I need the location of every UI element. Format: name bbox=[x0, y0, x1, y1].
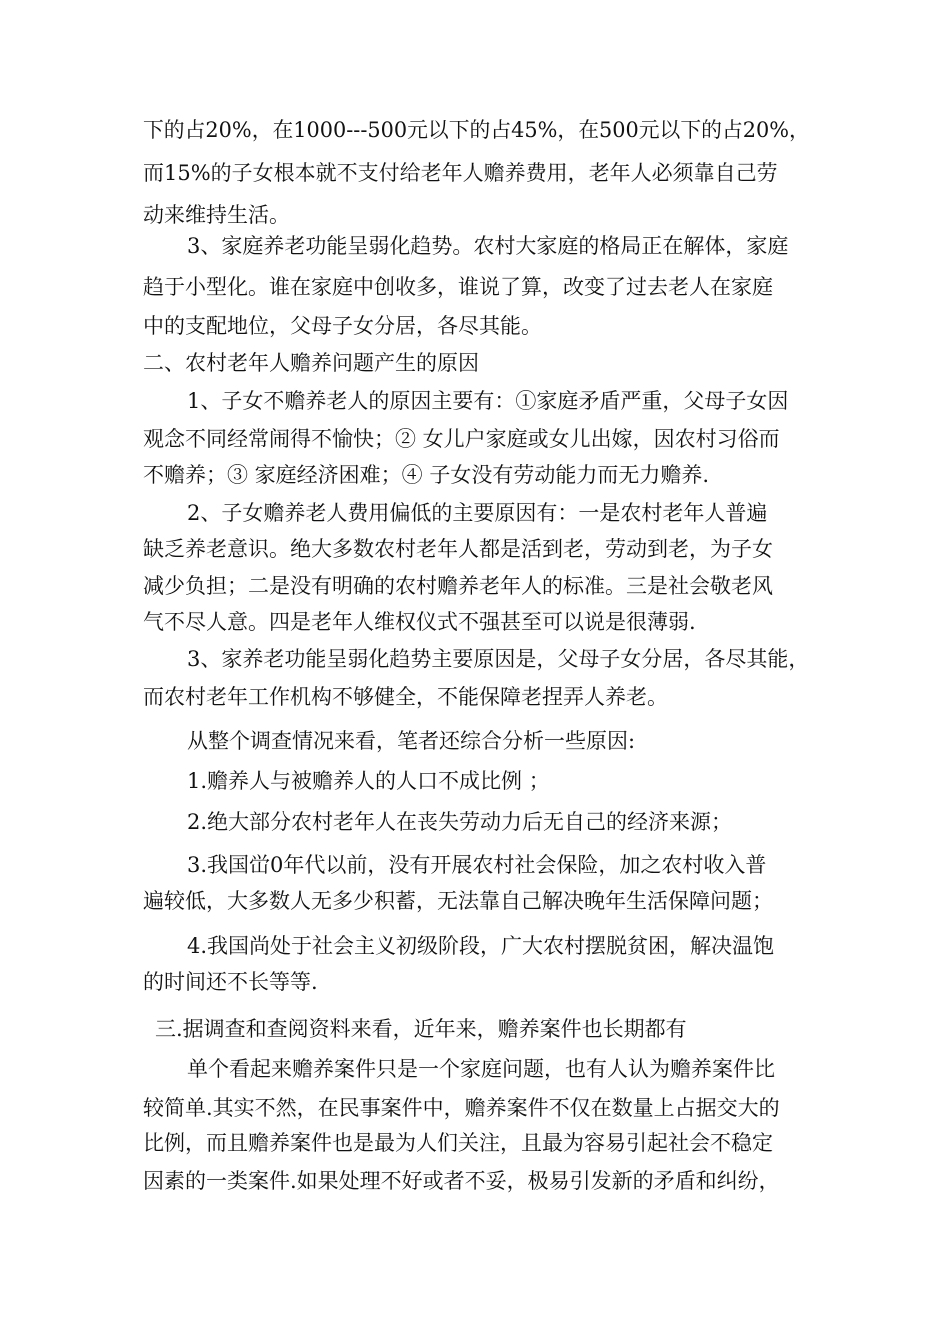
text-line: 中的支配地位，父母子女分居，各尽其能。 bbox=[143, 314, 542, 338]
text-line: 因素的一类案件.如果处理不好或者不妥，极易引发新的矛盾和纠纷， bbox=[143, 1169, 780, 1193]
text-line: 动来维持生活。 bbox=[143, 203, 290, 227]
list-item: 1.赡养人与被赡养人的人口不成比例 ； bbox=[187, 769, 550, 793]
text-line: 单个看起来赡养案件只是一个家庭问题，也有人认为赡养案件比 bbox=[187, 1057, 775, 1081]
text-line: 从整个调查情况来看，笔者还综合分析一些原因: bbox=[187, 729, 636, 753]
text-line: 的时间还不长等等. bbox=[143, 970, 318, 994]
text-line: 3、家庭养老功能呈弱化趋势。农村大家庭的格局正在解体，家庭 bbox=[187, 234, 789, 258]
text-line: 不赡养；③ 家庭经济困难；④ 子女没有劳动能力而无力赡养. bbox=[143, 463, 710, 487]
text-line: 下的占20%，在1000---500元以下的占45%，在500元以下的占20%， bbox=[143, 118, 810, 142]
text-line: 较简单.其实不然，在民事案件中，赡养案件不仅在数量上占据交大的 bbox=[143, 1096, 780, 1120]
text-line: 观念不同经常闹得不愉快；② 女儿户家庭或女儿出嫁，因农村习俗而 bbox=[143, 427, 780, 451]
text-line: 遍较低，大多数人无多少积蓄，无法靠自己解决晚年生活保障问题； bbox=[143, 889, 773, 913]
text-line: 2、子女赡养老人费用偏低的主要原因有：一是农村老年人普遍 bbox=[187, 501, 768, 525]
text-line: 而15%的子女根本就不支付给老年人赡养费用，老年人必须靠自己劳 bbox=[143, 161, 778, 185]
section-heading: 三.据调查和查阅资料来看，近年来，赡养案件也长期都有 bbox=[155, 1017, 687, 1041]
list-item: 3.我国峃0年代以前，没有开展农村社会保险，加之农村收入普 bbox=[187, 853, 767, 877]
list-item: 4.我国尚处于社会主义初级阶段，广大农村摆脱贫困，解决温饱 bbox=[187, 934, 775, 958]
text-line: 趋于小型化。谁在家庭中创收多，谁说了算，改变了过去老人在家庭 bbox=[143, 275, 773, 299]
text-line: 1、子女不赡养老人的原因主要有：①家庭矛盾严重，父母子女因 bbox=[187, 389, 789, 413]
text-line: 气不尽人意。四是老年人维权仪式不强甚至可以说是很薄弱. bbox=[143, 610, 696, 634]
text-line: 而农村老年工作机构不够健全，不能保障老捏弄人养老。 bbox=[143, 685, 668, 709]
section-heading: 二、农村老年人赡养问题产生的原因 bbox=[143, 351, 479, 375]
text-line: 3、家养老功能呈弱化趋势主要原因是，父母子女分居，各尽其能， bbox=[187, 647, 810, 671]
text-line: 减少负担；二是没有明确的农村赡养老年人的标准。三是社会敬老风 bbox=[143, 574, 773, 598]
list-item: 2.绝大部分农村老年人在丧失劳动力后无自己的经济来源； bbox=[187, 810, 733, 834]
text-line: 比例，而且赡养案件也是最为人们关注，且最为容易引起社会不稳定 bbox=[143, 1131, 773, 1155]
text-line: 缺乏养老意识。绝大多数农村老年人都是活到老，劳动到老，为子女 bbox=[143, 537, 773, 561]
